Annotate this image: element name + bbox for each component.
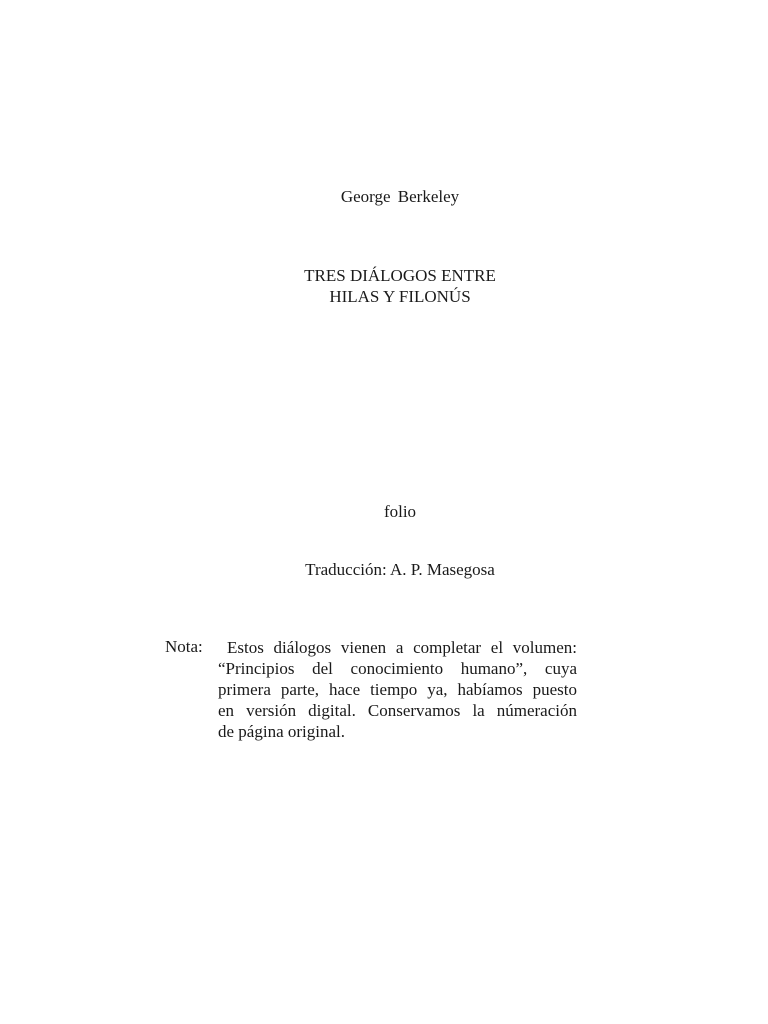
note-line: “Principios del conocimiento humano”, cuya (218, 659, 577, 678)
note-line: en versión digital. Conservamos la númeración (218, 701, 577, 720)
note-line: Estos diálogos vienen a completar el volumen: (227, 638, 577, 657)
note-line: primera parte, hace tiempo ya, habíamos puesto (218, 680, 577, 699)
author-name: George Berkeley (340, 187, 460, 206)
publisher-name: folio (383, 502, 417, 521)
note-label: Nota: (165, 637, 203, 656)
book-title-line-2: HILAS Y FILONÚS (329, 287, 471, 306)
note-body (218, 637, 577, 742)
note-line: de página original. (218, 722, 345, 741)
translation-credit: Traducción: A. P. Masegosa (305, 560, 495, 579)
book-title-line-1: TRES DIÁLOGOS ENTRE (304, 266, 496, 285)
book-title (0, 265, 768, 307)
